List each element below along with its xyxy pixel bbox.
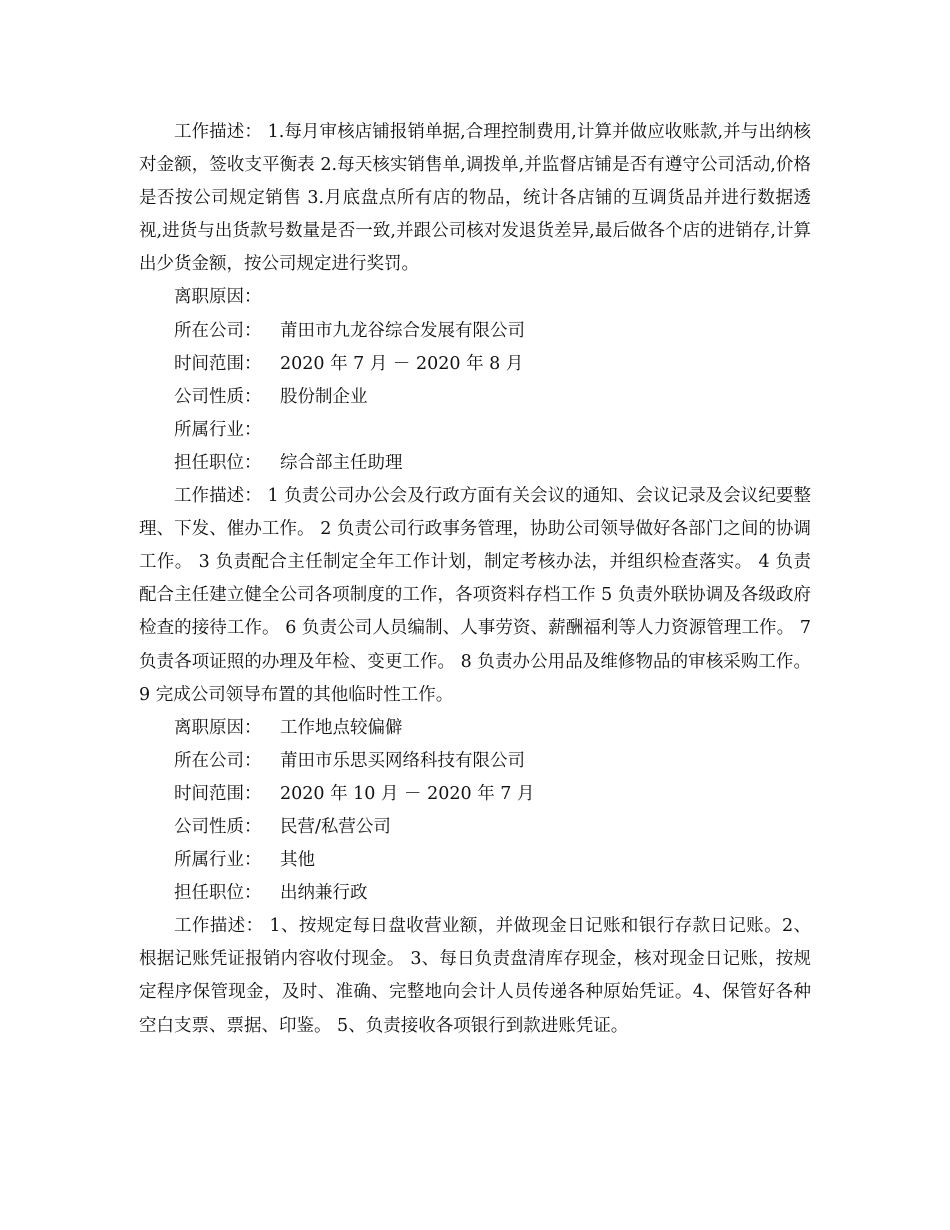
company-nature-value: 股份制企业 — [280, 386, 368, 407]
work-description-paragraph — [139, 480, 811, 712]
industry-label: 所属行业： — [174, 419, 262, 440]
leave-reason-row — [139, 281, 811, 314]
industry-row — [139, 414, 811, 447]
industry-value: 其他 — [280, 850, 315, 871]
period-label: 时间范围： — [174, 353, 262, 374]
work-description-text: 1.每月审核店铺报销单据,合理控制费用,计算并做应收账款,并与出纳核对金额，签收支平衡表 2.每天核实销售单,调拨单,并监督店铺是否有遵守公司活动,价格是否按公司规定销售 3.月底盘点所有店的物品，统计各店铺的互调货品并进行数据透视,进货与出货款号数量是否一致,并跟公司核对发退货差异,最后做各个店的进销存,计算出少货金额，按公司规定进行奖罚。 — [139, 122, 811, 275]
company-nature-label: 公司性质： — [174, 816, 262, 837]
company-nature-value: 民营/私营公司 — [280, 816, 391, 837]
period-row — [139, 348, 811, 381]
company-label: 所在公司： — [174, 320, 262, 341]
company-label: 所在公司： — [174, 750, 262, 771]
company-value: 莆田市乐思买网络科技有限公司 — [280, 750, 525, 771]
company-value: 莆田市九龙谷综合发展有限公司 — [280, 320, 525, 341]
period-value: 2020 年 7 月 － 2020 年 8 月 — [280, 353, 524, 374]
position-label: 担任职位： — [174, 452, 262, 473]
company-nature-row — [139, 811, 811, 844]
position-row — [139, 447, 811, 480]
work-description-label: 工作描述： — [174, 486, 262, 507]
work-description-paragraph — [139, 116, 811, 281]
work-description-paragraph — [139, 910, 811, 1042]
company-row — [139, 315, 811, 348]
position-value: 综合部主任助理 — [280, 452, 403, 473]
industry-label: 所属行业： — [174, 850, 262, 871]
company-row — [139, 745, 811, 778]
work-description-label: 工作描述： — [174, 916, 264, 937]
industry-row — [139, 844, 811, 877]
leave-reason-value: 工作地点较偏僻 — [280, 717, 403, 738]
position-value: 出纳兼行政 — [280, 883, 368, 904]
work-description-label: 工作描述： — [174, 122, 262, 142]
work-description-text: 1 负责公司办公会及行政方面有关会议的通知、会议记录及会议纪要整理、下发、催办工作。 2 负责公司行政事务管理，协助公司领导做好各部门之间的协调工作。 3 负责配合主任制定全年工作计划，制定考核办法，并组织检查落实。 4 负责配合主任建立健全公司各项制度的工作，各项资料存档工作 5 负责外联协调及各级政府检查的接待工作。 6 负责公司人员编制、人事劳资、薪酬福利等人力资源管理工作。 7 负责各项证照的办理及年检、变更工作。 8 负责办公用品及维修物品的审核采购工作。 9 完成公司领导布置的其他临时性工作。 — [139, 486, 811, 705]
work-description-text: 1、按规定每日盘收营业额，并做现金日记账和银行存款日记账。2、根据记账凭证报销内容收付现金。 3、每日负责盘清库存现金，核对现金日记账，按规定程序保管现金，及时、准确、完整地向会计人员传递各种原始凭证。4、保管好各种空白支票、票据、印鉴。 5、负责接收各项银行到款进账凭证。 — [139, 916, 811, 1036]
position-row — [139, 877, 811, 910]
period-label: 时间范围： — [174, 783, 262, 804]
leave-reason-label: 离职原因： — [174, 717, 262, 738]
company-nature-row — [139, 381, 811, 414]
period-value: 2020 年 10 月 － 2020 年 7 月 — [280, 783, 535, 804]
position-label: 担任职位： — [174, 883, 262, 904]
leave-reason-label: 离职原因： — [174, 287, 262, 308]
leave-reason-row — [139, 712, 811, 745]
period-row — [139, 778, 811, 811]
company-nature-label: 公司性质： — [174, 386, 262, 407]
resume-work-history — [139, 116, 811, 1043]
